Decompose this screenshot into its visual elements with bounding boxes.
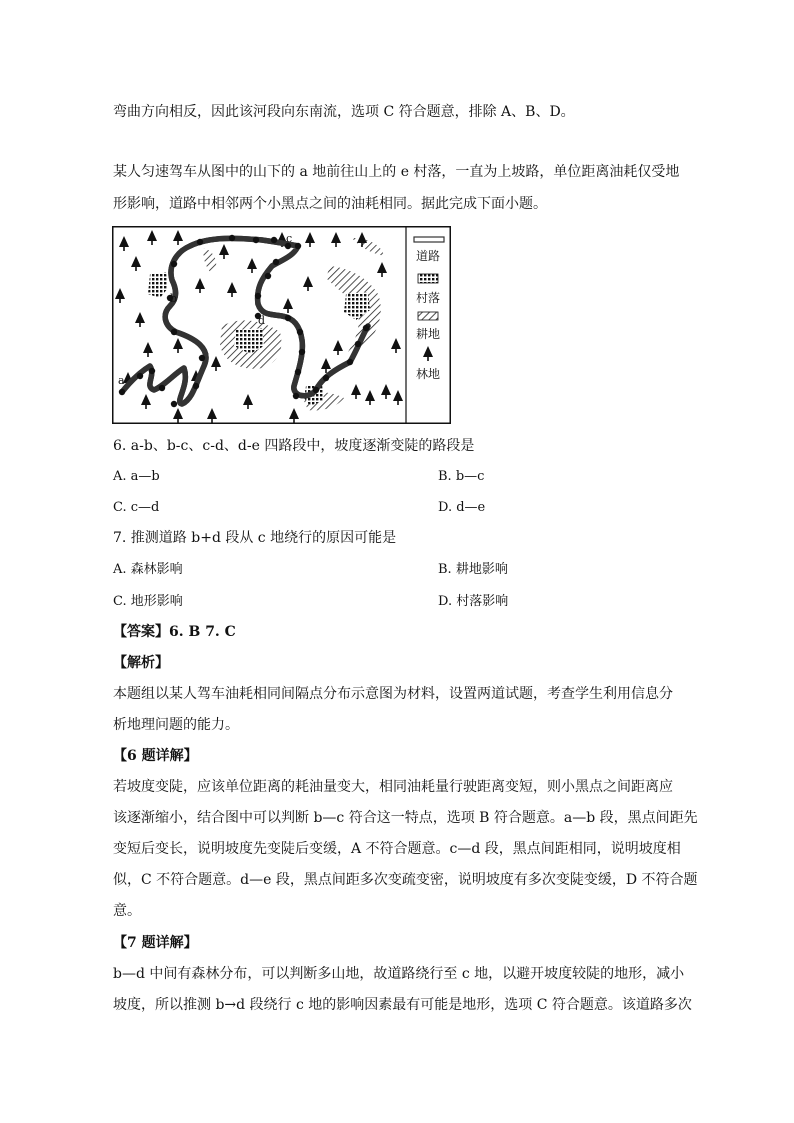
detail6-line-4: 似，C 不符合题意。d—e 段，黑点间距多次变疏变密，说明坡度有多次变陡变缓，D 不符合题 — [113, 872, 698, 888]
legend-forest-label: 林地 — [416, 367, 441, 381]
detail7-heading: 【7 题详解】 — [113, 935, 198, 951]
label-a: a — [118, 374, 125, 387]
q7-option-b: B. 耕地影响 — [438, 562, 508, 577]
detail6-line-5: 意。 — [113, 903, 141, 919]
legend-farmland-symbol — [418, 312, 438, 320]
legend-farmland-label: 耕地 — [416, 327, 441, 341]
detail6-line-3: 变短后变长，说明坡度先变陡后变缓，A 不符合题意。c—d 段，黑点间距相同，说明坡度相 — [113, 841, 681, 857]
legend-village-label: 村落 — [416, 291, 441, 305]
q7-option-d: D. 村落影响 — [438, 594, 509, 609]
legend-village-symbol — [418, 274, 438, 283]
answer-line: 【答案】6. B 7. C — [113, 624, 236, 640]
detail7-line-2: 坡度，所以推测 b→d 段绕行 c 地的影响因素最有可能是地形，选项 C 符合题意。该道路多次 — [113, 997, 692, 1013]
q7-stem: 7. 推测道路 b+d 段从 c 地绕行的原因可能是 — [113, 530, 397, 546]
road-fuel-map — [112, 226, 451, 424]
label-b: b — [170, 292, 178, 305]
detail6-heading: 【6 题详解】 — [113, 748, 198, 764]
label-c: c — [286, 232, 293, 245]
detail7-line-1: b—d 中间有森林分布，可以判断多山地，故道路绕行至 c 地，以避开坡度较陡的地形，减小 — [113, 966, 685, 982]
label-d: d — [258, 314, 266, 327]
q7-option-c: C. 地形影响 — [113, 594, 183, 609]
legend-road-symbol — [414, 237, 444, 242]
stem-line-2: 形影响，道路中相邻两个小黑点之间的油耗相同。据此完成下面小题。 — [113, 196, 547, 212]
analysis-heading: 【解析】 — [113, 655, 169, 671]
q6-option-d: D. d—e — [438, 500, 486, 515]
q6-stem: 6. a-b、b-c、c-d、d-e 四路段中，坡度逐渐变陡的路段是 — [113, 438, 475, 454]
legend-road-label: 道路 — [416, 249, 441, 263]
q6-option-c: C. c—d — [113, 500, 160, 515]
analysis-line-1: 本题组以某人驾车油耗相同间隔点分布示意图为材料，设置两道试题，考查学生利用信息分 — [113, 686, 673, 702]
q6-option-b: B. b—c — [438, 469, 485, 484]
stem-line-1: 某人匀速驾车从图中的山下的 a 地前往山上的 e 村落，一直为上坡路，单位距离油耗仅受地 — [113, 164, 680, 180]
intro-tail-text: 弯曲方向相反，因此该河段向东南流，选项 C 符合题意，排除 A、B、D。 — [113, 104, 575, 120]
q6-option-a: A. a—b — [113, 469, 160, 484]
detail6-line-2: 该逐渐缩小，结合图中可以判断 b—c 符合这一特点，选项 B 符合题意。a—b 段，黑点间距先 — [113, 810, 698, 826]
detail6-line-1: 若坡度变陡，应该单位距离的耗油量变大，相同油耗量行驶距离变短，则小黑点之间距离应 — [113, 779, 673, 795]
q7-option-a: A. 森林影响 — [113, 562, 183, 577]
analysis-line-2: 析地理问题的能力。 — [113, 717, 239, 733]
label-e: e — [364, 320, 371, 333]
